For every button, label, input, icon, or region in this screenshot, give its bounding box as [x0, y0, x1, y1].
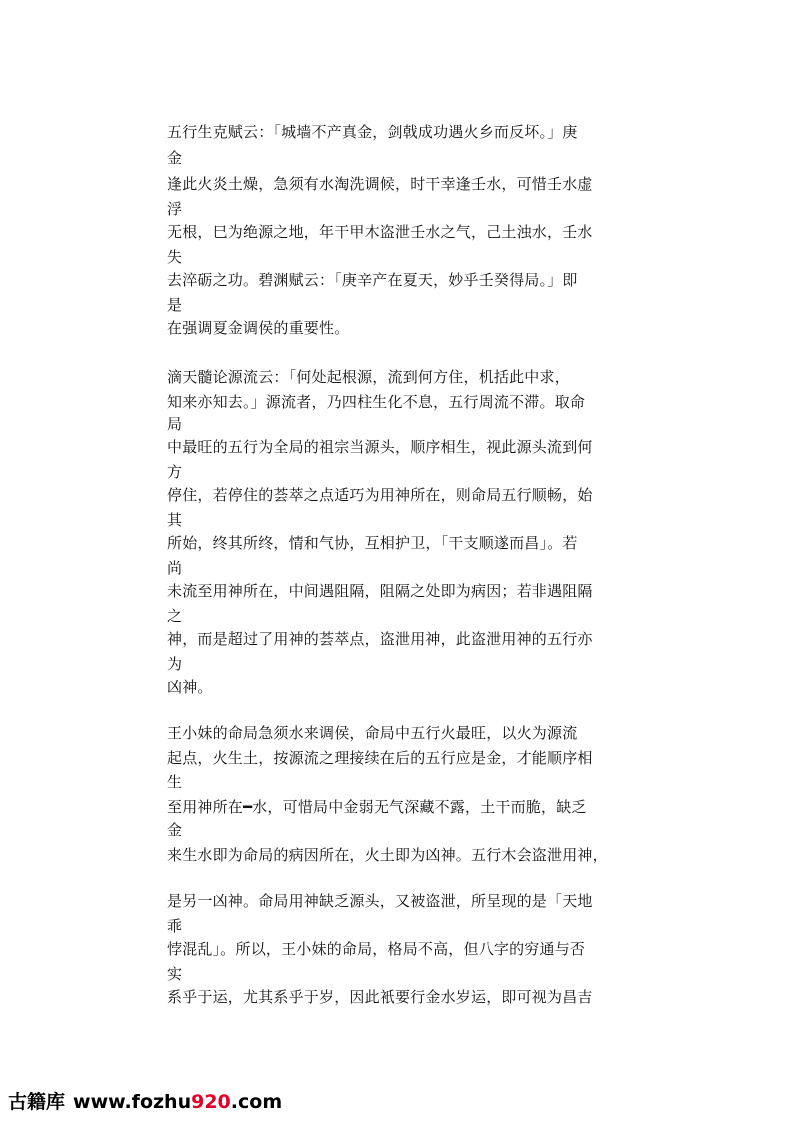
text-line: 为: [167, 655, 183, 673]
watermark-url-prefix: www.fozhu: [73, 1091, 192, 1113]
text-line: 来生水即为命局的病因所在，火土即为凶神。五行木会盗泄用神，: [167, 846, 608, 864]
text-line: 起点，火生土，按源流之理接续在后的五行应是金，才能顺序相: [167, 749, 593, 767]
text-line: 浮: [167, 200, 183, 218]
text-line: 其: [167, 511, 183, 529]
text-line: 王小妹的命局急须水来调侯，命局中五行火最旺，以火为源流: [167, 724, 578, 742]
text-line: 方: [167, 463, 183, 481]
text-line: 在强调夏金调侯的重要性。: [167, 319, 350, 337]
text-line: 尚: [167, 559, 183, 577]
text-line: 乖: [167, 917, 183, 935]
text-line: 知来亦知去。」源流者，乃四柱生化不息，五行周流不滞。取命: [167, 393, 586, 411]
text-line: 生: [167, 773, 183, 791]
text-line: 是另一凶神。命局用神缺乏源头，又被盗泄，所呈现的是「天地: [167, 892, 593, 910]
site-watermark: [8, 1087, 282, 1114]
text-line: 停住，若停住的荟萃之点适巧为用神所在，则命局五行顺畅，始: [167, 486, 593, 504]
watermark-url-suffix: .com: [230, 1091, 283, 1113]
text-line: 实: [167, 965, 183, 983]
text-line: 去淬砺之功。碧渊赋云：「庚辛产在夏天，妙乎壬癸得局。」即: [167, 271, 578, 289]
text-line: 金: [167, 149, 183, 167]
text-line: 系乎于运，尤其系乎于岁，因此衹要行金水岁运，即可视为昌吉: [167, 988, 593, 1006]
text-line: 凶神。: [167, 678, 213, 696]
text-line: 神，而是超过了用神的荟萃点，盗泄用神，此盗泄用神的五行亦: [167, 630, 593, 648]
text-line: 是: [167, 296, 183, 314]
text-line: 无根，巳为绝源之地，年干甲木盗泄壬水之气，己土浊水，壬水: [167, 223, 593, 241]
text-line: 悖混乱」。所以，王小妹的命局，格局不高，但八字的穷通与否: [167, 940, 586, 958]
text-line: 失: [167, 248, 183, 266]
watermark-url-number: 920: [191, 1091, 231, 1113]
text-line: 未流至用神所在，中间遇阻隔，阻隔之处即为病因；若非遇阻隔: [167, 582, 593, 600]
text-line: 局: [167, 415, 183, 433]
text-line: 中最旺的五行为全局的祖宗当源头，顺序相生，视此源头流到何: [167, 438, 593, 456]
text-line: 所始，终其所终，情和气协，互相护卫，「干支顺遂而昌」。若: [167, 534, 578, 552]
text-line: 金: [167, 821, 183, 839]
watermark-brand: 古籍库: [8, 1091, 66, 1113]
text-line: 滴天髓论源流云：「何处起根源，流到何方住，机括此中求，: [167, 368, 570, 386]
text-line: 逢此火炎土燥，急须有水淘洗调候，时干幸逢壬水，可惜壬水虚: [167, 175, 593, 193]
text-line: 之: [167, 607, 183, 625]
text-line: 五行生克赋云：「城墙不产真金，剑戟成功遇火乡而反坏。」庚: [167, 123, 578, 141]
text-line: 至用神所在━水，可惜局中金弱无气深藏不露，土干而脆，缺乏: [167, 798, 587, 816]
